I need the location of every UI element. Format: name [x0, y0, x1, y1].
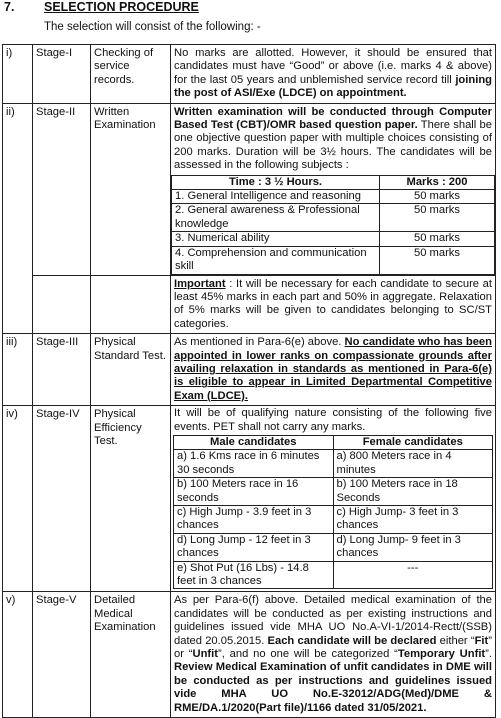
female-header: Female candidates [333, 435, 493, 449]
description-text: There shall be one objective question paper with multiple choices consisting of 200 marks. Duration will be 3½ hours. The candidates will be assessed in the following subjects : [174, 119, 492, 172]
description-bold: Written examination will be conducted through Computer Based Test (CBT)/OMR based question paper. [174, 105, 492, 132]
stage-label: Stage-III [33, 334, 91, 406]
stage-number: iv) [3, 406, 33, 592]
male-header: Male candidates [174, 435, 334, 449]
stage-label: Stage-II [33, 103, 91, 275]
stage-row [3, 45, 496, 104]
subject-marks: 50 marks [380, 190, 495, 204]
stage-name: Physical Efficiency Test. [91, 406, 171, 592]
stage-description [171, 406, 496, 592]
subject-marks: 50 marks [380, 232, 495, 246]
stage-description: As per Para-6(f) above. Detailed medical examination of the candidates will be conducted as per existing instructions and guidelines issued vide MHA UO No.A-VI-1/2014-Rectt/(SSB) dated 20.05.2015. Each candidate will be declared either “Fit” or “Unfit”, and no one will be categorized “Temporary Unfit”. Review Medical Examination of unfit candidates in DME will be conducted as per instructions and guidelines issued vide MHA UO No.E-32012/ADG(Med)/DME & RME/DA.1/2020(Part file)/1166 dated 31/05/2021. [171, 592, 496, 718]
subject-name: 1. General Intelligence and reasoning [172, 190, 380, 204]
stage-number: iii) [3, 334, 33, 406]
description-text: It will be of qualifying nature consisting of the following five events. PET shall not carry any marks. [174, 407, 492, 433]
stage-description [171, 334, 496, 406]
description-bold: No candidate who has been appointed in lower ranks on compassionate grounds after availing relaxation in standards as mentioned in Para-6(e) is eligible to appear in Limited Departmental Competitive Exam (LDCE). [174, 336, 492, 402]
section-heading [4, 0, 199, 14]
stage-row [3, 103, 496, 175]
stage-number: i) [3, 45, 33, 104]
female-event: --- [333, 561, 493, 589]
subject-name: 2. General awareness & Professional knowledge [172, 204, 380, 232]
male-event: b) 100 Meters race in 16 seconds [174, 478, 334, 506]
subject-name: 4. Comprehension and communication skill [172, 246, 380, 274]
stage-row [3, 592, 496, 718]
important-text: : It will be necessary for each candidate to secure at least 45% marks in each part and 50% in aggregate. Relaxation of 5% marks will be given to candidates belonging to SC/ST categories. [174, 277, 492, 330]
time-header: Time : 3 ½ Hours. [172, 175, 380, 189]
female-event: c) High Jump- 3 feet in 3 chances [333, 506, 493, 534]
stage-name: Physical Standard Test. [91, 334, 171, 406]
subject-marks: 50 marks [380, 204, 495, 232]
subject-marks: 50 marks [380, 246, 495, 274]
section-intro: The selection will consist of the following: - [44, 21, 261, 33]
male-event: e) Shot Put (16 Lbs) - 14.8 feet in 3 chances [174, 561, 334, 589]
pet-table [173, 435, 493, 589]
stage-row [3, 334, 496, 406]
selection-table [2, 44, 496, 718]
stage-description [171, 103, 496, 175]
stage-name: Written Examination [91, 103, 171, 275]
subject-name: 3. Numerical ability [172, 232, 380, 246]
stage-number: ii) [3, 103, 33, 334]
stage-description [171, 45, 496, 104]
subjects-table [171, 175, 495, 275]
description-bold: joining the post of ASI/Exe (LDCE) on appointment. [174, 73, 492, 100]
section-title: SELECTION PROCEDURE [44, 0, 199, 14]
description-text: No marks are allotted. However, it should be ensured that candidates must have “Good” or above (i.e. marks 4 & above) for the last 05 years and unblemished service record till [174, 47, 492, 86]
stage-number: v) [3, 592, 33, 718]
male-event: a) 1.6 Kms race in 6 minutes 30 seconds [174, 450, 334, 478]
marks-header: Marks : 200 [380, 175, 495, 189]
important-label: Important [174, 277, 226, 290]
male-event: d) Long Jump - 12 feet in 3 chances [174, 533, 334, 561]
description-text: As mentioned in Para-6(e) above. [174, 336, 345, 349]
stage-label: Stage-I [33, 45, 91, 104]
important-note [171, 275, 496, 334]
stage-name: Checking of service records. [91, 45, 171, 104]
stage-name: Detailed Medical Examination [91, 592, 171, 718]
female-event: b) 100 Meters race in 18 Seconds [333, 478, 493, 506]
section-number: 7. [4, 0, 15, 14]
subjects-cell [171, 175, 496, 275]
stage-label: Stage-IV [33, 406, 91, 592]
stage-row [3, 406, 496, 592]
stage-label: Stage-V [33, 592, 91, 718]
male-event: c) High Jump - 3.9 feet in 3 chances [174, 506, 334, 534]
female-event: d) Long Jump- 9 feet in 3 chances [333, 533, 493, 561]
female-event: a) 800 Meters race in 4 minutes [333, 450, 493, 478]
